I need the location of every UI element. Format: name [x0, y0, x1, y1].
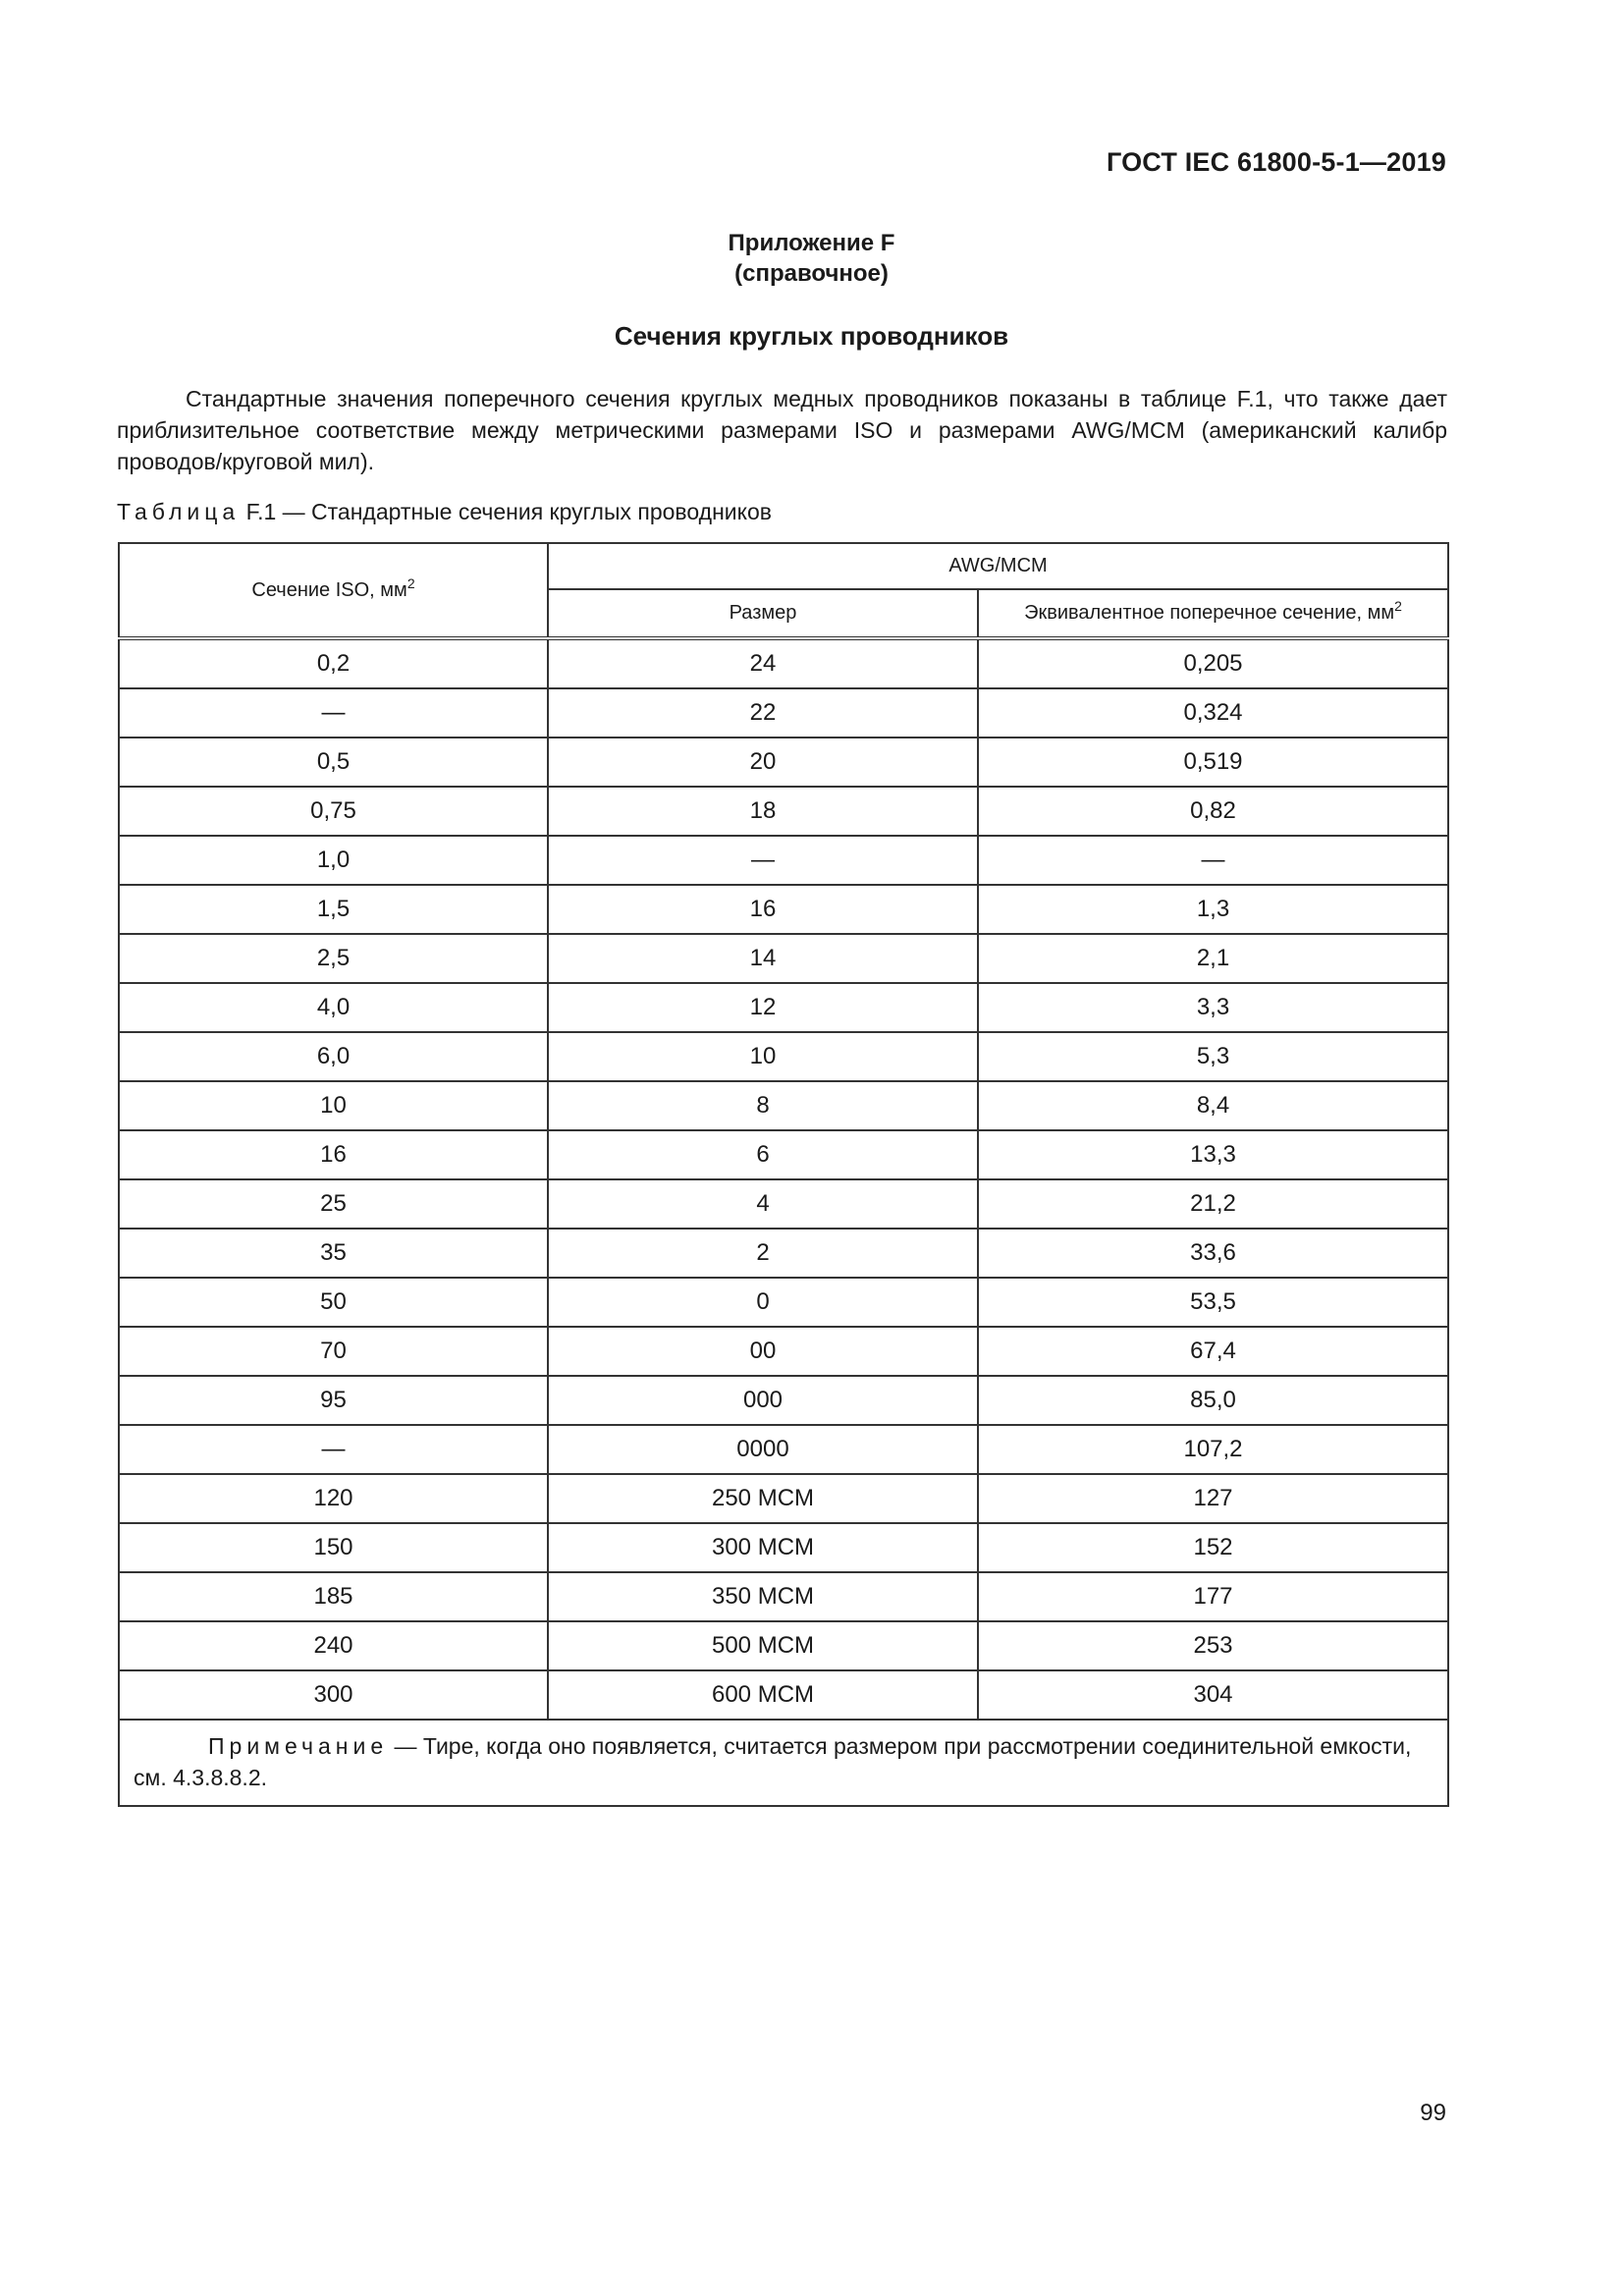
table-row — [119, 1523, 1448, 1572]
header-awg-group: AWG/MCM — [548, 543, 1448, 589]
table-row — [119, 1572, 1448, 1621]
cell-iso-section: — — [119, 688, 548, 738]
cell-awg-size: 250 MCM — [548, 1474, 978, 1523]
table-row — [119, 688, 1448, 738]
table-body — [119, 638, 1448, 1720]
cell-awg-size: 500 MCM — [548, 1621, 978, 1670]
cell-iso-section: 240 — [119, 1621, 548, 1670]
cell-equivalent-section: 33,6 — [978, 1229, 1448, 1278]
table-row — [119, 836, 1448, 885]
page-number: 99 — [1420, 2100, 1446, 2126]
table-row — [119, 983, 1448, 1032]
table-row — [119, 1376, 1448, 1425]
annex-title: Приложение F — [728, 230, 895, 256]
cell-iso-section: — — [119, 1425, 548, 1474]
cell-equivalent-section: — — [978, 836, 1448, 885]
cell-equivalent-section: 0,324 — [978, 688, 1448, 738]
section-title: Сечения круглых проводников — [614, 321, 1009, 351]
cell-iso-section: 16 — [119, 1130, 548, 1179]
table-row — [119, 638, 1448, 688]
annex-heading — [0, 228, 1623, 289]
table-caption — [117, 499, 772, 525]
cell-iso-section: 35 — [119, 1229, 548, 1278]
cell-equivalent-section: 0,519 — [978, 738, 1448, 787]
table-row — [119, 885, 1448, 934]
table-row — [119, 1474, 1448, 1523]
annex-subtitle: (справочное) — [734, 260, 889, 287]
cell-equivalent-section: 1,3 — [978, 885, 1448, 934]
cell-awg-size: 00 — [548, 1327, 978, 1376]
intro-paragraph: Стандартные значения поперечного сечения круглых медных проводников показаны в таблице F.1, что также дает приблизительное соответствие между метрическими размерами ISO и размерами AWG/MCM (американский калибр проводов/круговой мил). — [117, 386, 1447, 474]
cell-equivalent-section: 304 — [978, 1670, 1448, 1720]
table-row — [119, 1081, 1448, 1130]
cell-awg-size: 350 MCM — [548, 1572, 978, 1621]
table-row — [119, 1621, 1448, 1670]
cell-awg-size: 22 — [548, 688, 978, 738]
table-row — [119, 1179, 1448, 1229]
cell-awg-size: 12 — [548, 983, 978, 1032]
table-caption-label: Таблица — [117, 499, 241, 524]
cell-equivalent-section: 152 — [978, 1523, 1448, 1572]
cell-iso-section: 0,5 — [119, 738, 548, 787]
cell-awg-size: 300 MCM — [548, 1523, 978, 1572]
table-row — [119, 1229, 1448, 1278]
cell-iso-section: 1,5 — [119, 885, 548, 934]
cell-equivalent-section: 67,4 — [978, 1327, 1448, 1376]
cell-iso-section: 6,0 — [119, 1032, 548, 1081]
cell-awg-size: 6 — [548, 1130, 978, 1179]
cell-awg-size: 0000 — [548, 1425, 978, 1474]
cell-awg-size: 20 — [548, 738, 978, 787]
cell-iso-section: 95 — [119, 1376, 548, 1425]
header-equivalent: Эквивалентное поперечное сечение, $мм^2$ — [978, 589, 1448, 638]
cell-awg-size: — — [548, 836, 978, 885]
cell-equivalent-section: 8,4 — [978, 1081, 1448, 1130]
cell-equivalent-section: 0,205 — [978, 638, 1448, 688]
table-row — [119, 738, 1448, 787]
cell-awg-size: 14 — [548, 934, 978, 983]
cell-iso-section: 25 — [119, 1179, 548, 1229]
cell-awg-size: 4 — [548, 1179, 978, 1229]
table-row — [119, 1327, 1448, 1376]
cell-equivalent-section: 177 — [978, 1572, 1448, 1621]
cell-awg-size: 2 — [548, 1229, 978, 1278]
table-row — [119, 934, 1448, 983]
cell-equivalent-section: 3,3 — [978, 983, 1448, 1032]
cell-equivalent-section: 53,5 — [978, 1278, 1448, 1327]
cell-equivalent-section: 13,3 — [978, 1130, 1448, 1179]
header-iso-section-sup: 2 — [406, 574, 415, 591]
cell-awg-size: 8 — [548, 1081, 978, 1130]
cell-awg-size: 000 — [548, 1376, 978, 1425]
cell-iso-section: 0,2 — [119, 638, 548, 688]
table-note-row — [119, 1720, 1448, 1806]
cell-awg-size: 10 — [548, 1032, 978, 1081]
cell-equivalent-section: 107,2 — [978, 1425, 1448, 1474]
cell-equivalent-section: 85,0 — [978, 1376, 1448, 1425]
table-row — [119, 1130, 1448, 1179]
cell-equivalent-section: 2,1 — [978, 934, 1448, 983]
table-row — [119, 1032, 1448, 1081]
cell-iso-section: 70 — [119, 1327, 548, 1376]
cell-iso-section: 0,75 — [119, 787, 548, 836]
table-caption-text: F.1 — Стандартные сечения круглых проводников — [245, 499, 772, 524]
note-label: Примечание — [208, 1733, 389, 1759]
header-iso-section: Сечение ISO, $мм^2$ — [119, 543, 548, 638]
cell-awg-size: 0 — [548, 1278, 978, 1327]
cell-iso-section: 4,0 — [119, 983, 548, 1032]
cell-equivalent-section: 5,3 — [978, 1032, 1448, 1081]
table-row — [119, 787, 1448, 836]
cell-equivalent-section: 253 — [978, 1621, 1448, 1670]
cell-iso-section: 120 — [119, 1474, 548, 1523]
cell-iso-section: 2,5 — [119, 934, 548, 983]
cell-iso-section: 10 — [119, 1081, 548, 1130]
document-code: ГОСТ IEC 61800-5-1—2019 — [1106, 147, 1446, 177]
cell-iso-section: 50 — [119, 1278, 548, 1327]
cell-awg-size: 16 — [548, 885, 978, 934]
cell-iso-section: 300 — [119, 1670, 548, 1720]
cell-awg-size: 18 — [548, 787, 978, 836]
cell-iso-section: 1,0 — [119, 836, 548, 885]
header-equivalent-sup: 2 — [1394, 598, 1402, 614]
conductor-sections-table — [118, 542, 1449, 1807]
cell-equivalent-section: 21,2 — [978, 1179, 1448, 1229]
table-row — [119, 1425, 1448, 1474]
table-row — [119, 1278, 1448, 1327]
header-size: Размер — [548, 589, 978, 638]
table-row — [119, 1670, 1448, 1720]
cell-awg-size: 600 MCM — [548, 1670, 978, 1720]
cell-iso-section: 150 — [119, 1523, 548, 1572]
cell-equivalent-section: 127 — [978, 1474, 1448, 1523]
note-text: — Тире, когда оно появляется, считается размером при рассмотрении соединительной емкости, см. 4.3.8.8.2. — [134, 1733, 1412, 1790]
cell-awg-size: 24 — [548, 638, 978, 688]
cell-iso-section: 185 — [119, 1572, 548, 1621]
cell-equivalent-section: 0,82 — [978, 787, 1448, 836]
table-note — [119, 1720, 1448, 1806]
